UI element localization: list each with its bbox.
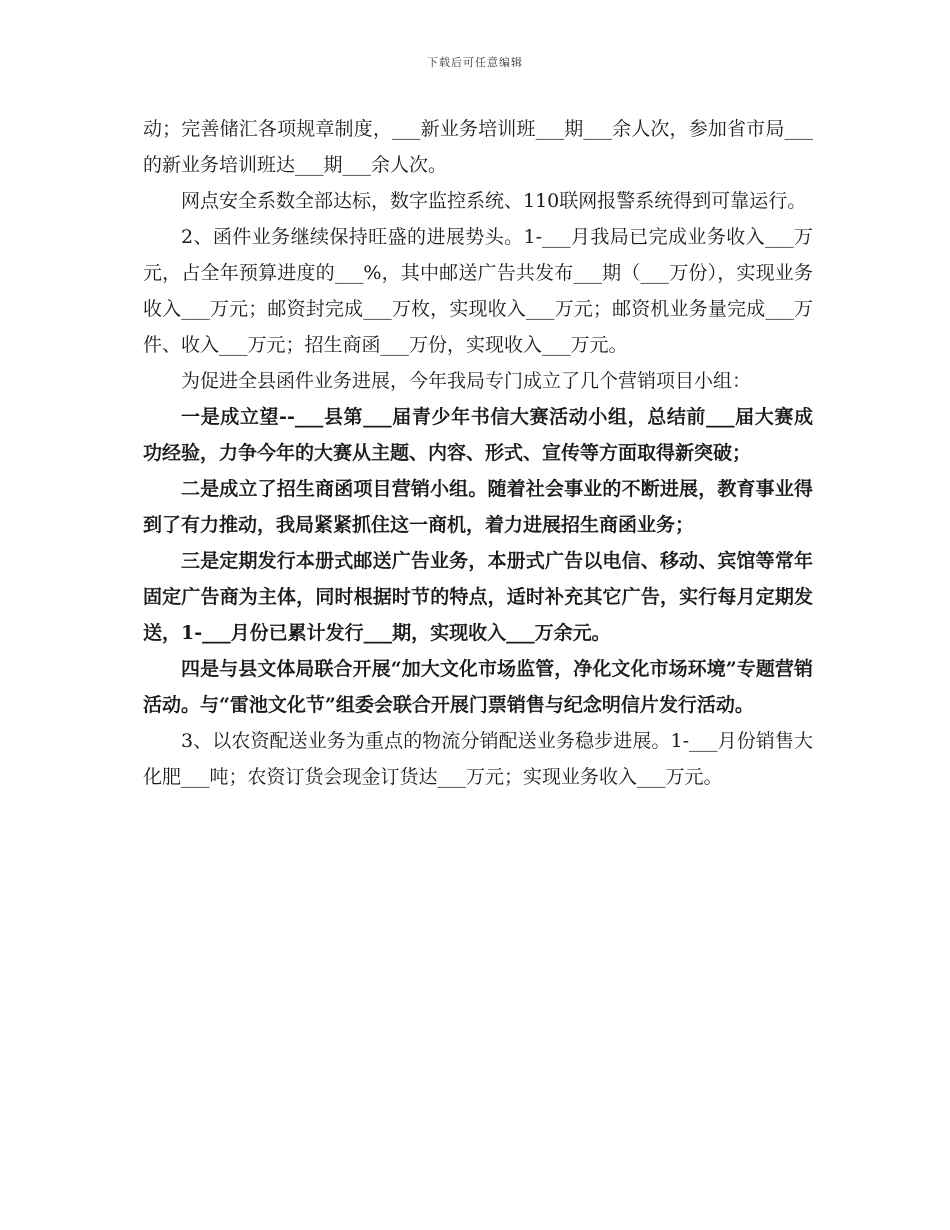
paragraph-7: 三是定期发行本册式邮送广告业务，本册式广告以电信、移动、宾馆等常年固定广告商为主体，同时根据时节的特点，适时补充其它广告，实行每月定期发送，1-___月份已累计发行___期，实现收入___万余元。 — [143, 550, 813, 644]
paragraph-4: 为促进全县函件业务进展，今年我局专门成立了几个营销项目小组： — [181, 370, 752, 392]
document-body — [143, 111, 813, 795]
paragraph-5: 一是成立望--___县第___届青少年书信大赛活动小组，总结前___届大赛成功经验，力争今年的大赛从主题、内容、形式、宣传等方面取得新突破； — [143, 406, 813, 464]
paragraph-6: 二是成立了招生商函项目营销小组。随着社会事业的不断进展，教育事业得到了有力推动，我局紧紧抓住这一商机，着力进展招生商函业务； — [143, 478, 813, 536]
paragraph-9: 3、以农资配送业务为重点的物流分销配送业务稳步进展。1-___月份销售大化肥___吨；农资订货会现金订货达___万元；实现业务收入___万元。 — [143, 730, 813, 788]
paragraph-2: 网点安全系数全部达标，数字监控系统、110联网报警系统得到可靠运行。 — [181, 190, 807, 212]
paragraph-3: 2、函件业务继续保持旺盛的进展势头。1-___月我局已完成业务收入___万元，占全年预算进度的___%，其中邮送广告共发布___期（___万份），实现业务收入___万元；邮资封完成___万枚，实现收入___万元；邮资机业务量完成___万件、收入___万元；招生商函___万份，实现收入___万元。 — [143, 226, 813, 356]
paragraph-1: 动；完善储汇各项规章制度，___新业务培训班___期___余人次，参加省市局___的新业务培训班达___期___余人次。 — [143, 118, 813, 176]
paragraph-8: 四是与县文体局联合开展“加大文化市场监管，净化文化市场环境”专题营销活动。与“雷池文化节”组委会联合开展门票销售与纪念明信片发行活动。 — [143, 658, 813, 716]
page-header: 下载后可任意编辑 — [427, 56, 523, 69]
